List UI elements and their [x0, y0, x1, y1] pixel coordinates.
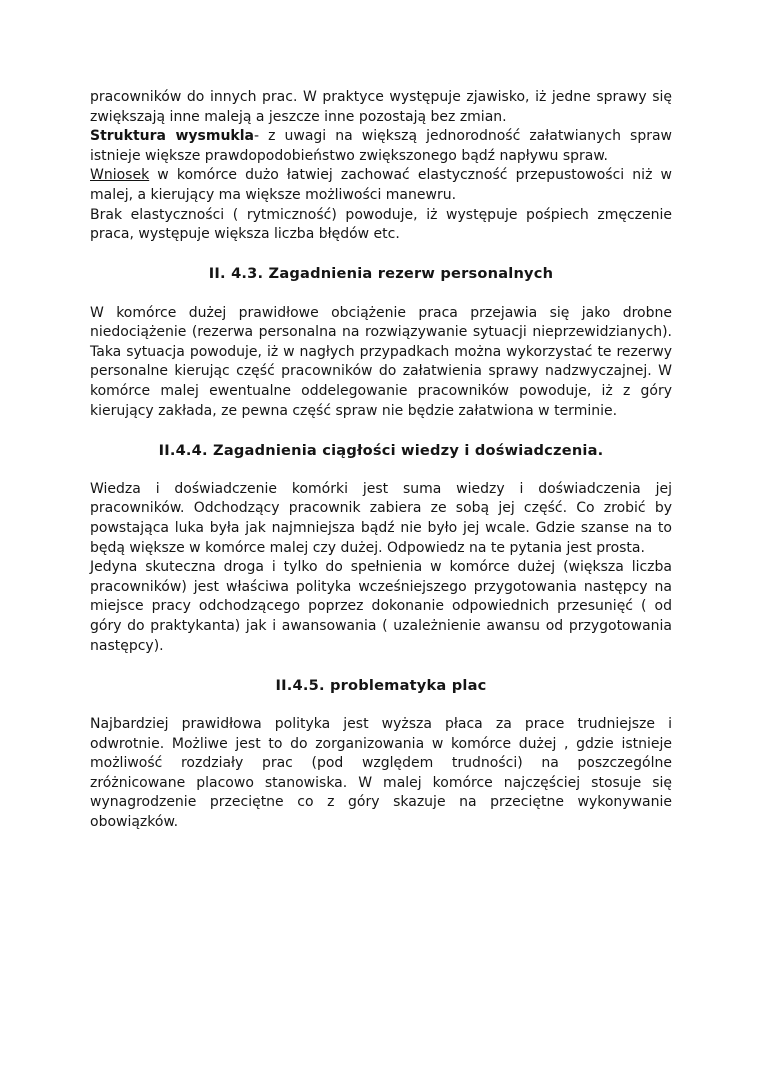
text-run: Wniosek	[90, 167, 150, 184]
body-paragraph	[90, 715, 672, 833]
body-paragraph	[90, 166, 672, 205]
text-run: w komórce dużo łatwiej zachować elastyczność przepustowości niż w malej, a kierujący ma większe możliwości manewru.	[90, 167, 672, 203]
body-paragraph	[90, 127, 672, 166]
section-heading	[90, 676, 672, 696]
body-paragraph	[90, 88, 672, 127]
body-paragraph	[90, 304, 672, 422]
document-content	[90, 88, 672, 833]
body-paragraph	[90, 480, 672, 558]
section-heading	[90, 264, 672, 284]
body-paragraph	[90, 558, 672, 656]
text-run: Najbardziej prawidłowa polityka jest wyższa płaca za prace trudniejsze i odwrotnie. Możliwe jest to do zorganizowania w komórce dużej , gdzie istnieje możliwość rozdziały prac (pod względem trudności) na poszczególne zróżnicowane placowo stanowiska. W malej komórce najczęściej stosuje się wynagrodzenie przeciętne co z góry skazuje na przeciętne wykonywanie obowiązków.	[90, 716, 672, 830]
text-run: II. 4.3. Zagadnienia rezerw personalnych	[208, 265, 554, 283]
text-run: II.4.5. problematyka plac	[275, 676, 487, 694]
text-run: pracowników do innych prac. W praktyce występuje zjawisko, iż jedne sprawy się zwiększają inne maleją a jeszcze inne pozostają bez zmian.	[90, 89, 672, 125]
text-run: Brak elastyczności ( rytmiczność) powoduje, iż występuje pośpiech zmęczenie praca, występuje większa liczba błędów etc.	[90, 206, 672, 243]
text-run: Struktura wysmukla	[90, 128, 254, 145]
body-paragraph	[90, 206, 672, 245]
section-heading	[90, 441, 672, 461]
text-run: Wiedza i doświadczenie komórki jest suma wiedzy i doświadczenia jej pracowników. Odchodzący pracownik zabiera ze sobą jej część. Co zrobić by powstająca luka była jak najmniejsza bądź nie było jej wcale. Gdzie szanse na to będą większe w komórce malej czy dużej. Odpowiedz na te pytania jest prosta.	[90, 480, 672, 556]
text-run: W komórce dużej prawidłowe obciążenie praca przejawia się jako drobne niedociążenie (rezerwa personalna na rozwiązywanie sytuacji nieprzewidzianych). Taka sytuacja powoduje, iż w nagłych przypadkach można wykorzystać te rezerwy personalne kierując część pracowników do załatwienia sprawy nadzwyczajnej. W komórce malej ewentualne oddelegowanie pracowników powoduje, iż z góry kierujący zakłada, ze pewna część spraw nie będzie załatwiona w terminie.	[90, 304, 672, 419]
text-run: Jedyna skuteczna droga i tylko do spełnienia w komórce dużej (większa liczba pracowników) jest właściwa polityka wcześniejszego przygotowania następcy na miejsce pracy odchodzącego poprzez dokonanie odpowiednich przesunięć ( od góry do praktykanta) jak i awansowania ( uzależnienie awansu od przygotowania następcy).	[90, 559, 672, 654]
text-run: II.4.4. Zagadnienia ciągłości wiedzy i doświadczenia.	[158, 441, 604, 459]
text-run: - z uwagi na większą jednorodność załatwianych spraw istnieje większe prawdopodobieństwo zwiększonego bądź napływu spraw.	[90, 128, 672, 164]
